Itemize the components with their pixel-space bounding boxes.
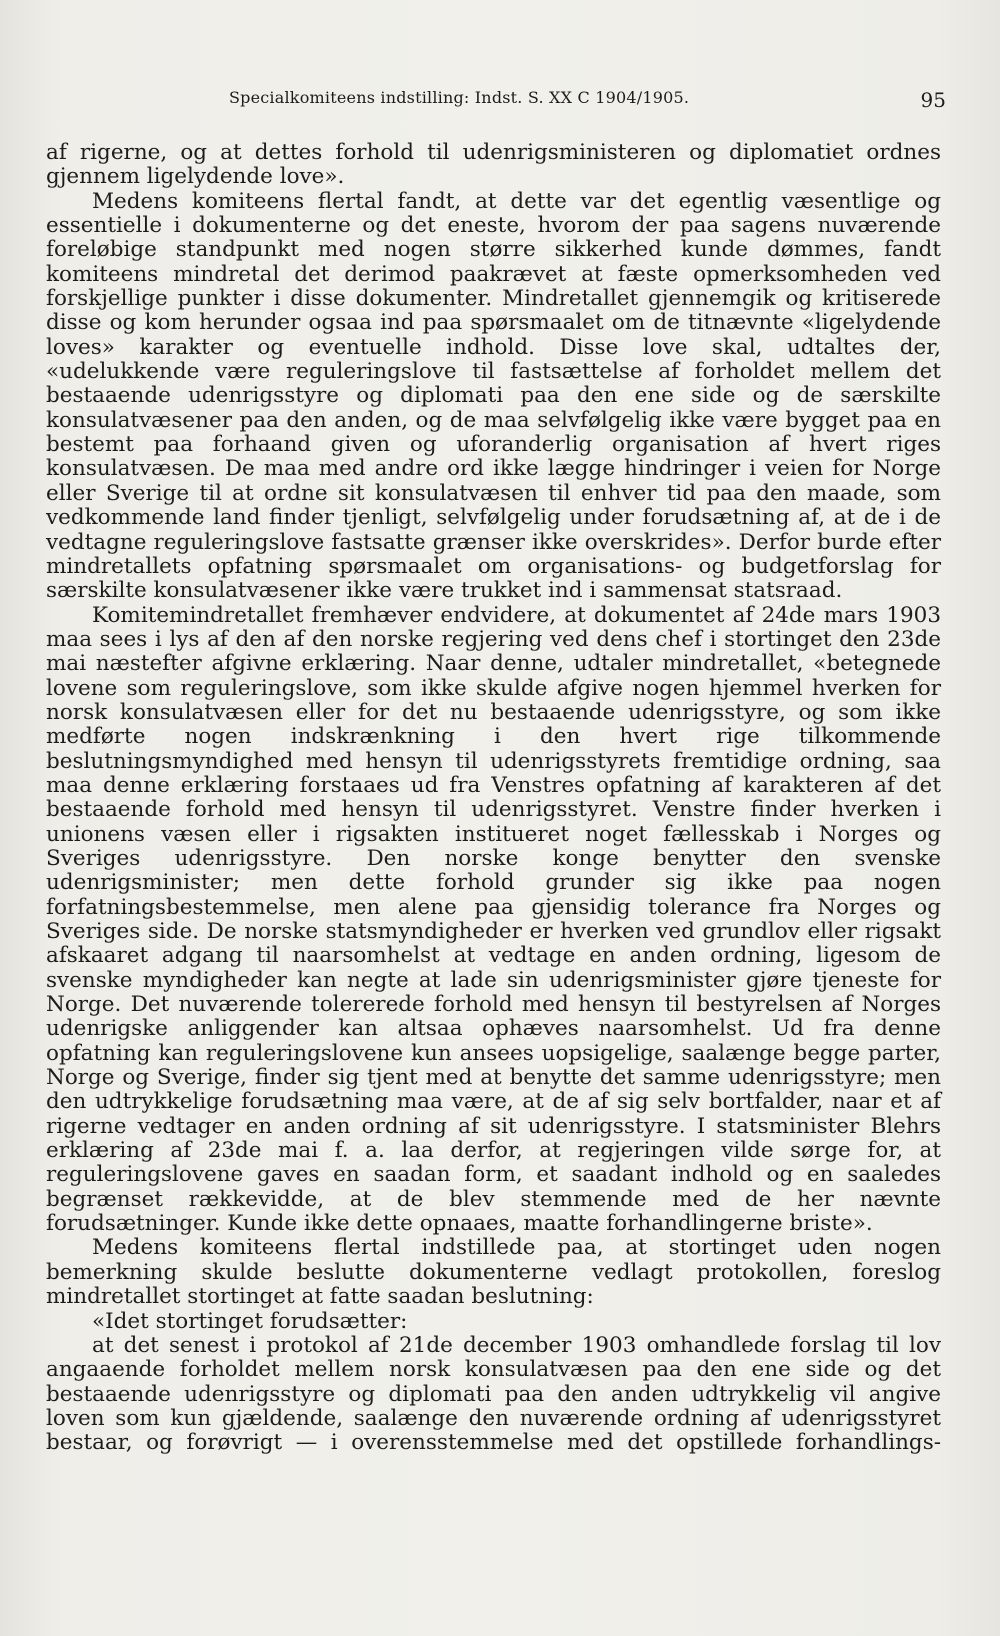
paragraph-minority-remarks: Komitemindretallet fremhæver endvidere, at dokumentet af 24de mars 1903 maa sees i lys af den af den norske regjering ved dens chef i stortinget den 23de mai næstefter afgivne erklæring. Naar denne, udtaler mindretallet, «betegnede lovene som reguleringslove, som ikke skulde afgive nogen hjemmel hverken for norsk konsulatvæsen eller for det nu bestaaende udenrigsstyre, og som ikke medførte nogen indskrænkning i den hvert rige tilkommende beslutningsmyndighed med hensyn til udenrigsstyrets fremtidige ordning, saa maa denne erklæring forstaaes ud fra Venstres opfatning af karakteren af det bestaaende forhold med hensyn til udenrigsstyret. Venstre finder hverken i unionens væsen eller i rigsakten institueret noget fællesskab i Norges og Sveriges udenrigsstyre. Den norske konge benytter den svenske udenrigsminister; men dette forhold grunder sig ikke paa nogen forfatningsbestemmelse, men alene paa gjensidig tolerance fra Norges og Sveriges side. De norske statsmyndigheder er hverken ved grundlov eller rigsakt afskaaret adgang til naarsomhelst at vedtage en anden ordning, ligesom de svenske myndigheder kan negte at lade sin udenrigsminister gjøre tjeneste for Norge. Det nuværende tolererede forhold med hensyn til bestyrelsen af Norges udenrigske anliggender kan altsaa ophæves naarsomhelst. Ud fra denne opfatning kan reguleringslovene kun ansees uopsigelige, saalænge begge parter, Norge og Sverige, finder sig tjent med at benytte det samme udenrigsstyre; men den udtrykkelige forudsætning maa være, at de af sig selv bortfalder, naar et af rigerne vedtager en anden ordning af sit udenrigsstyre. I statsminister Blehrs erklæring af 23de mai f. a. laa derfor, at regjeringen vilde sørge for, at reguleringslovene gaves en saadan form, et saadant indhold og en saaledes begrænset rækkevidde, at de blev stemmende med de her nævnte forudsætninger. Kunde ikke dette opnaaes, maatte forhandlingerne briste». xyxy=(46,602,941,1237)
page-number: 95 xyxy=(920,88,946,112)
paragraph-continuation: af rigerne, og at dettes forhold til udenrigsministeren og diplomatiet ordnes gjennem ligelydende love». xyxy=(46,140,941,190)
body-text xyxy=(46,141,941,1456)
running-title: Specialkomiteens indstilling: Indst. S. XX C 1904/1905. xyxy=(229,88,690,107)
paragraph-resolution-condition: at det senest i protokol af 21de december 1903 omhandlede forslag til lov angaaende forholdet mellem norsk konsulatvæsen paa den ene side og det bestaaende udenrigsstyre og diplomati paa den anden udtrykkelig vil angive loven som kun gjældende, saalænge den nuværende ordning af udenrigsstyret bestaar, og forøvrigt — i overensstemmelse med det opstillede forhandlings- xyxy=(46,1332,941,1456)
paragraph-resolution-intro: «Idet stortinget forudsætter: xyxy=(92,1308,408,1334)
page-header xyxy=(0,88,1000,118)
paragraph-proposal: Medens komiteens flertal indstillede paa, at stortinget uden nogen bemerkning skulde beslutte dokumenterne vedlagt protokollen, foreslog mindretallet stortinget at fatte saadan beslutning: xyxy=(46,1235,941,1310)
paragraph-majority-minority: Medens komiteens flertal fandt, at dette var det egentlig væsentlige og essentielle i dokumenterne og det eneste, hvorom der paa sagens nuværende foreløbige standpunkt med nogen større sikkerhed kunde dømmes, fandt komiteens mindretal det derimod paakrævet at fæste opmerksomheden ved forskjellige punkter i disse dokumenter. Mindretallet gjennemgik og kritiserede disse og kom herunder ogsaa ind paa spørsmaalet om de titnævnte «ligelydende loves» karakter og eventuelle indhold. Disse love skal, udtaltes der, «udelukkende være reguleringslove til fastsættelse af forholdet mellem det bestaaende udenrigsstyre og diplomati paa den ene side og de særskilte konsulatvæsener paa den anden, og de maa selvfølgelig ikke være bygget paa en bestemt paa forhaand given og uforanderlig organisation af hvert riges konsulatvæsen. De maa med andre ord ikke lægge hindringer i veien for Norge eller Sverige til at ordne sit konsulatvæsen til enhver tid paa den maade, som vedkommende land finder tjenligt, selvfølgelig under forudsætning af, at de i de vedtagne reguleringslove fastsatte grænser ikke overskrides». Derfor burde efter mindretallets opfatning spørsmaalet om organisations- og budgetforslag for særskilte konsulatvæsener ikke være trukket ind i sammensat statsraad. xyxy=(46,188,941,604)
